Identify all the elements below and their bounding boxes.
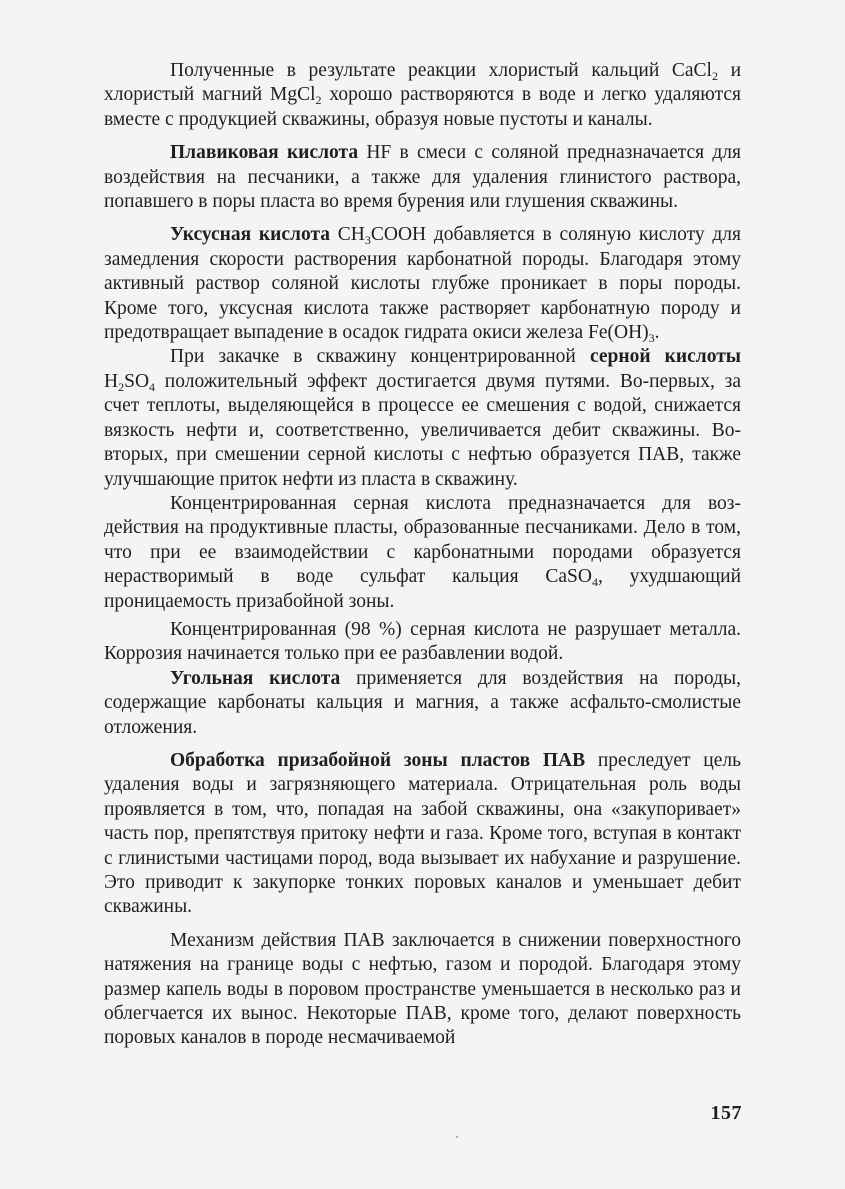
text-run: хорошо растворяются в воде и легко удаляются вместе с продукцией скважины, образуя новые пустоты и каналы. xyxy=(104,84,742,130)
bold-term: Угольная кислота xyxy=(170,667,341,689)
text-run: и хлористый магний MgCl xyxy=(104,60,742,106)
text-run: COOH добавляется в соляную кислоту для замедления скорости растворения карбонатной породы. Благодаря этому активный раствор соляной кислоты глубже проникает в поры породы. Кроме того, уксусная кислота также растворяет карбонатную породу и предотвращает выпадение в осадок гидрата окиси железа Fe(OH) xyxy=(104,224,741,344)
text-run: HF в смеси с соляной предназначается для воздействия на песчаники, а также для удаления глинистого раствора, попавшего в поры пласта во время бурения или глушения скважины. xyxy=(104,142,742,213)
text-run: Концентрированная (98 %) серная кислота не разрушает металла. Коррозия начинается только при ее разбавлении водой. xyxy=(104,618,741,665)
paragraph-surfactant-mechanism xyxy=(104,929,741,1051)
subscript: 2 xyxy=(118,379,125,394)
paragraph-sulfuric-acid xyxy=(104,345,741,491)
paragraph-surfactant-treatment xyxy=(104,749,741,920)
text-run: CH xyxy=(330,224,365,246)
text-run: Концентрированная серная кислота предназначается для воздействия на продуктивные пласты, образованные песчаниками. Дело в том, что при ее взаимодействии с карбонатными породами образуется нерастворимый в воде сульфат кальция CaSO xyxy=(104,492,741,588)
paragraph-carbonic-acid xyxy=(104,667,741,740)
text-run: , ухудшающий проницаемость призабойной зоны. xyxy=(104,566,742,612)
text-run: Механизм действия ПАВ заключается в снижении поверхностного натяжения на границе воды с нефтью, газом и породой. Благодаря этому размер капель воды в поровом пространстве уменьшается в несколько раз и облегчается их вынос. Некоторые ПАВ, кроме того, делают поверхность поровых каналов в породе несмачиваемой xyxy=(104,929,741,1049)
bold-term: серной кислоты xyxy=(589,346,742,368)
paragraph-hydrofluoric-acid xyxy=(104,141,741,214)
subscript: 3 xyxy=(648,331,655,346)
subscript: 2 xyxy=(315,93,322,108)
text-run: SO xyxy=(124,370,150,392)
paragraph-acetic-acid xyxy=(104,223,741,345)
paragraph-sulfuric-corrosion xyxy=(104,618,741,667)
page-number: 157 xyxy=(710,1102,742,1124)
body-text xyxy=(104,59,741,1051)
subscript: 2 xyxy=(711,69,718,83)
text-run: преследует цель удаления воды и загрязняющего материала. Отрицательная роль воды проявляется в том, что, попадая на забой скважины, она «закупоривает» часть пор, препятствуя притоку нефти и газа. Кроме того, вступая в контакт с глинистыми частицами пород, вода вызывает их набухание и разрушение. Это приводит к закупорке тонких поровых каналов и уменьшает дебит скважины. xyxy=(104,749,741,918)
text-run: При закачке в скважину концентрированной xyxy=(170,346,590,368)
subscript: 4 xyxy=(591,575,598,590)
paragraph-concentrated-sulfuric-sandstone xyxy=(104,492,741,614)
subscript: 3 xyxy=(364,233,371,248)
scan-speck xyxy=(456,1136,458,1138)
bold-term: Обработка призабойной зоны пластов ПАВ xyxy=(170,749,586,771)
subscript: 4 xyxy=(149,379,156,394)
text-run: применяется для воздействия на породы, содержащие карбонаты кальция и магния, а также асфальто-смолистые отложения. xyxy=(104,667,741,738)
bold-term: Уксусная кислота xyxy=(170,224,331,246)
text-run: H xyxy=(104,370,119,392)
text-run: Полученные в результате реакции хлористый кальций CaCl xyxy=(170,60,712,81)
paragraph-cacl2-mgcl2 xyxy=(104,59,741,132)
text-run: . xyxy=(654,322,660,344)
text-run: положительный эффект достигается двумя путями. Во-первых, за счет теплоты, выделяющейся в процессе ее смешения с водой, снижается вязкость нефти и, соответственно, увеличивается дебит скважины. Во-вторых, при смешении серной кислоты с нефтью образуется ПАВ, также улучшающие приток нефти из пласта в скважину. xyxy=(104,370,741,490)
bold-term: Плавиковая кислота xyxy=(170,142,359,164)
